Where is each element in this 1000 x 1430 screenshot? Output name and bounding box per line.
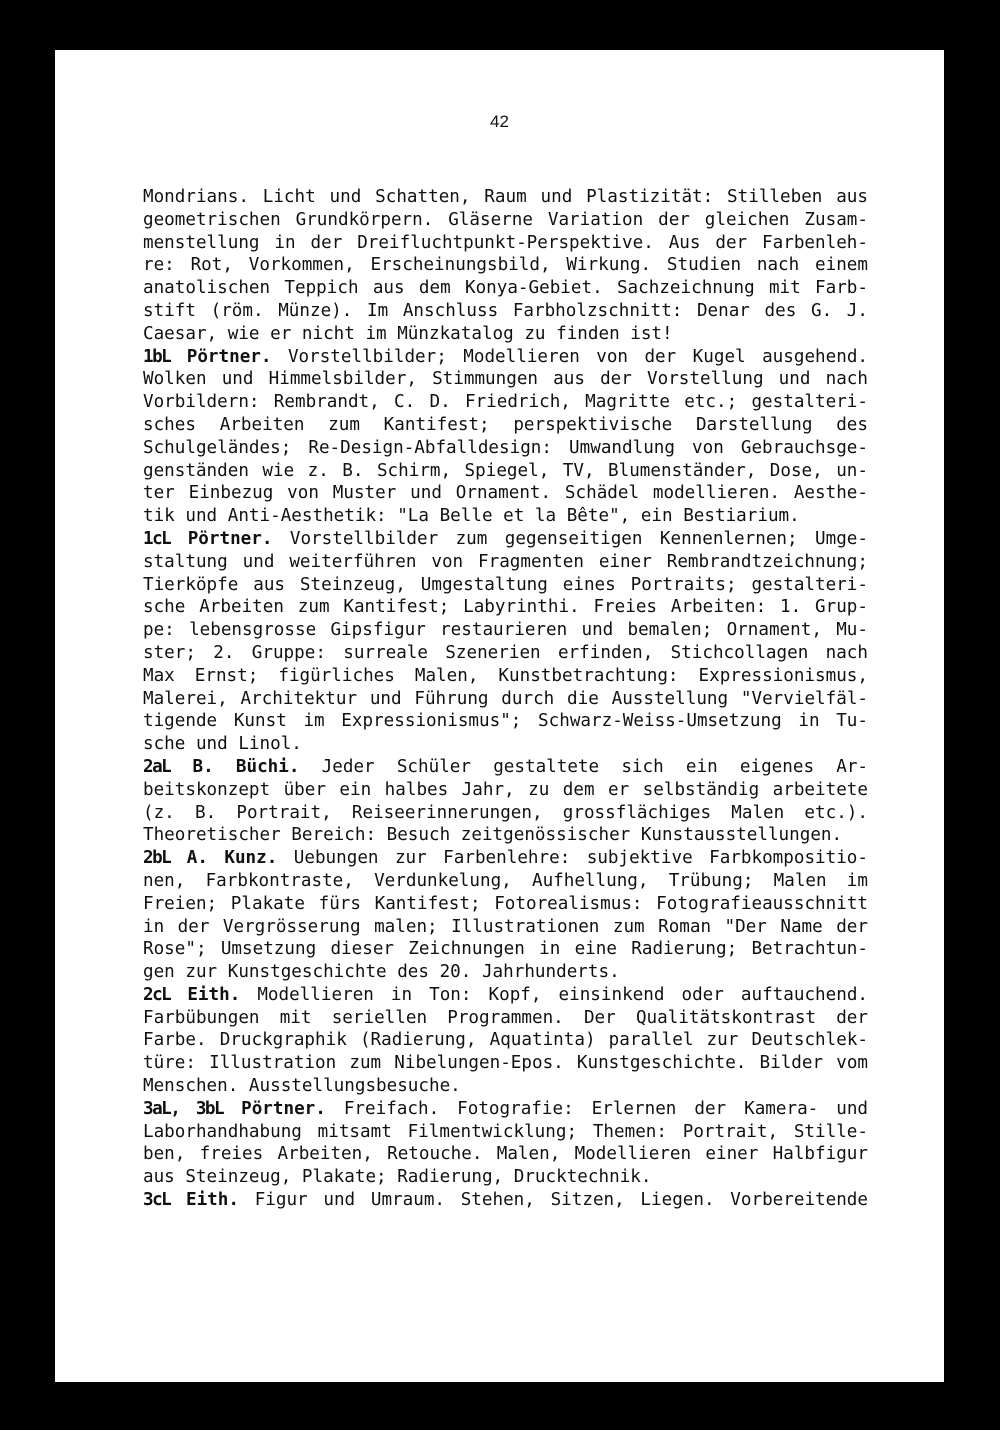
teacher-name: Pörtner.: [187, 528, 273, 549]
text-line: [143, 870, 868, 893]
text-line: [143, 437, 868, 460]
text-line: [143, 209, 868, 232]
line-text: Freifach. Fotografie: Erlernen der Kamera- und: [343, 1098, 869, 1119]
class-label: 3cL: [143, 1190, 171, 1211]
line-text: stift (röm. Münze). Im Anschluss Farbholzschnitt: Denar des G. J.: [143, 300, 868, 321]
line-text: Farbübungen mit seriellen Programmen. Der Qualitätskontrast der: [143, 1007, 868, 1028]
text-line: [143, 414, 868, 437]
page-number: 42: [490, 112, 509, 131]
class-label: 3aL, 3bL: [143, 1098, 224, 1119]
teacher-name: Eith.: [186, 1190, 239, 1211]
text-line: [143, 893, 868, 916]
text-line: [143, 505, 868, 528]
text-line: [143, 482, 868, 505]
class-label: 1bL: [143, 346, 171, 367]
line-text: Farbe. Druckgraphik (Radierung, Aquatinta) parallel zur Deutschlek-: [143, 1030, 868, 1051]
text-line: [143, 391, 868, 414]
text-line: [143, 574, 868, 597]
line-text: Caesar, wie er nicht im Münzkatalog zu finden ist!: [143, 323, 673, 344]
line-text: Max Ernst; figürliches Malen, Kunstbetrachtung: Expressionismus,: [143, 665, 868, 686]
line-text: Wolken und Himmelsbilder, Stimmungen aus der Vorstellung und nach: [143, 369, 868, 390]
line-text: Schulgeländes; Re-Design-Abfalldesign: Umwandlung von Gebrauchsge-: [143, 437, 868, 458]
text-line: [143, 938, 868, 961]
line-text: tigende Kunst im Expressionismus"; Schwarz-Weiss-Umsetzung in Tu-: [143, 711, 868, 732]
text-line: [143, 232, 868, 255]
text-line: [143, 323, 868, 346]
line-text: Malerei, Architektur und Führung durch die Ausstellung "Vervielfäl-: [143, 688, 868, 709]
line-text: beitskonzept über ein halbes Jahr, zu dem er selbständig arbeitete: [143, 779, 868, 800]
text-line: [143, 688, 868, 711]
document-page: [55, 50, 944, 1382]
class-label: 2aL: [143, 756, 171, 777]
line-text: Freien; Plakate fürs Kantifest; Fotorealismus: Fotografieausschnitt: [143, 893, 868, 914]
teacher-name: Pörtner.: [186, 346, 272, 367]
text-line: [143, 528, 868, 551]
line-text: geometrischen Grundkörpern. Gläserne Variation der gleichen Zusam-: [143, 209, 868, 230]
text-line: [143, 984, 868, 1007]
class-label: 1cL: [143, 528, 171, 549]
text-line: [143, 642, 868, 665]
text-line: [143, 847, 868, 870]
text-line: [143, 186, 868, 209]
line-text: Uebungen zur Farbenlehre: subjektive Farbkompositio-: [293, 848, 868, 869]
text-line: [143, 346, 868, 369]
text-line: [143, 1098, 868, 1121]
text-line: [143, 619, 868, 642]
text-line: [143, 733, 868, 756]
line-text: nen, Farbkontraste, Verdunkelung, Aufhellung, Trübung; Malen im: [143, 870, 868, 891]
text-line: [143, 1075, 868, 1098]
text-line: [143, 710, 868, 733]
text-line: [143, 961, 868, 984]
text-line: [143, 368, 868, 391]
line-text: sche und Linol.: [143, 734, 302, 755]
text-line: [143, 300, 868, 323]
line-text: Menschen. Ausstellungsbesuche.: [143, 1076, 461, 1097]
line-text: Mondrians. Licht und Schatten, Raum und Plastizität: Stilleben aus: [143, 187, 868, 207]
line-text: sches Arbeiten zum Kantifest; perspektivische Darstellung des: [143, 414, 868, 435]
line-text: gen zur Kunstgeschichte des 20. Jahrhunderts.: [143, 962, 620, 983]
text-line: [143, 802, 868, 825]
text-line: [143, 254, 868, 277]
line-text: türe: Illustration zum Nibelungen-Epos. Kunstgeschichte. Bilder vom: [143, 1053, 868, 1074]
text-line: [143, 1143, 868, 1166]
text-line: [143, 916, 868, 939]
line-text: Vorstellbilder; Modellieren von der Kugel ausgehend.: [287, 346, 869, 367]
text-line: [143, 1189, 868, 1212]
line-text: Figur und Umraum. Stehen, Sitzen, Liegen. Vorbereitende: [254, 1190, 868, 1211]
text-line: [143, 665, 868, 688]
text-line: [143, 756, 868, 779]
line-text: staltung und weiterführen von Fragmenten einer Rembrandtzeichnung;: [143, 551, 868, 572]
text-line: [143, 596, 868, 619]
line-text: re: Rot, Vorkommen, Erscheinungsbild, Wirkung. Studien nach einem: [143, 255, 868, 276]
line-text: Jeder Schüler gestaltete sich ein eigenes Ar-: [321, 756, 869, 777]
line-text: menstellung in der Dreifluchtpunkt-Perspektive. Aus der Farbenleh-: [143, 232, 868, 253]
teacher-name: Pörtner.: [241, 1098, 326, 1119]
teacher-name: A. Kunz.: [186, 848, 278, 869]
line-text: anatolischen Teppich aus dem Konya-Gebiet. Sachzeichnung mit Farb-: [143, 278, 868, 299]
line-text: tik und Anti-Aesthetik: "La Belle et la Bête", ein Bestiarium.: [143, 506, 800, 527]
line-text: Modellieren in Ton: Kopf, einsinkend oder auftauchend.: [257, 984, 869, 1005]
text-line: [143, 1007, 868, 1030]
line-text: (z. B. Portrait, Reiseerinnerungen, grossflächiges Malen etc.).: [143, 802, 868, 823]
line-text: ben, freies Arbeiten, Retouche. Malen, Modellieren einer Halbfigur: [143, 1144, 868, 1165]
line-text: Rose"; Umsetzung dieser Zeichnungen in eine Radierung; Betrachtun-: [143, 939, 868, 960]
line-text: ster; 2. Gruppe: surreale Szenerien erfinden, Stichcollagen nach: [143, 642, 868, 663]
line-text: Theoretischer Bereich: Besuch zeitgenössischer Kunstausstellungen.: [143, 825, 843, 846]
line-text: Tierköpfe aus Steinzeug, Umgestaltung eines Portraits; gestalteri-: [143, 574, 868, 595]
class-label: 2cL: [143, 984, 171, 1005]
text-line: [143, 551, 868, 574]
text-line: [143, 1166, 868, 1189]
text-line: [143, 779, 868, 802]
line-text: ter Einbezug von Muster und Ornament. Schädel modellieren. Aesthe-: [143, 483, 868, 504]
teacher-name: B. Büchi.: [192, 756, 300, 777]
line-text: pe: lebensgrosse Gipsfigur restaurieren und bemalen; Ornament, Mu-: [143, 620, 868, 641]
class-label: 2bL: [143, 848, 171, 869]
text-line: [143, 1052, 868, 1075]
line-text: Vorstellbilder zum gegenseitigen Kennenlernen; Umge-: [289, 528, 868, 549]
text-line: [143, 277, 868, 300]
line-text: Laborhandhabung mitsamt Filmentwicklung; Themen: Portrait, Stille-: [143, 1121, 868, 1142]
text-body: [143, 186, 868, 1212]
line-text: in der Vergrösserung malen; Illustrationen zum Roman "Der Name der: [143, 916, 868, 937]
text-line: [143, 824, 868, 847]
line-text: aus Steinzeug, Plakate; Radierung, Drucktechnik.: [143, 1167, 652, 1188]
text-line: [143, 460, 868, 483]
line-text: sche Arbeiten zum Kantifest; Labyrinthi. Freies Arbeiten: 1. Grup-: [143, 597, 868, 618]
line-text: Vorbildern: Rembrandt, C. D. Friedrich, Magritte etc.; gestalteri-: [143, 392, 868, 413]
text-line: [143, 1029, 868, 1052]
text-line: [143, 1121, 868, 1144]
teacher-name: Eith.: [187, 984, 241, 1005]
line-text: genständen wie z. B. Schirm, Spiegel, TV, Blumenständer, Dose, un-: [143, 460, 868, 481]
